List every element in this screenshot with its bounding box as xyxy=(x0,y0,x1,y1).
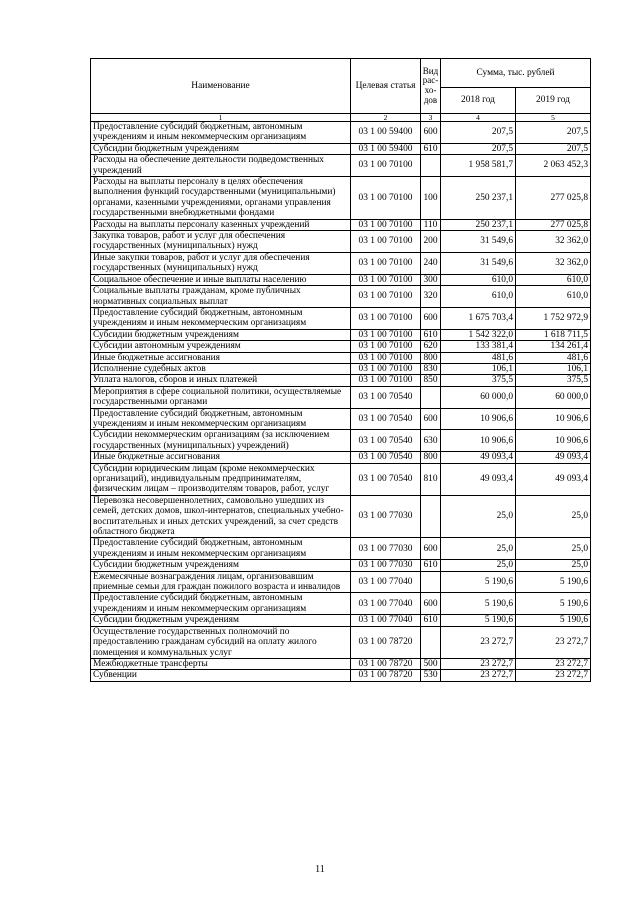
row-expense-type xyxy=(421,155,441,177)
row-name: Субсидии некоммерческим организациям (за исключением государственных (муниципальных) учреждений) xyxy=(91,430,351,452)
row-name: Перевозка несовершеннолетних, самовольно ушедших из семей, детских домов, школ-интернатов, специальных учебно-воспитательных и иных детских учреждений, за счет средств областного бюджета xyxy=(91,495,351,538)
table-row xyxy=(91,155,591,177)
row-expense-type: 530 xyxy=(421,670,441,681)
header-vid-line: Вид xyxy=(422,65,439,76)
row-sum-2019: 207,5 xyxy=(516,143,591,154)
row-target-article: 03 1 00 77030 xyxy=(351,560,421,571)
row-target-article: 03 1 00 70540 xyxy=(351,463,421,495)
row-name: Предоставление субсидий бюджетным, автономным учреждениям и иным некоммерческим организациям xyxy=(91,408,351,430)
row-name: Иные закупки товаров, работ и услуг для обеспечения государственных (муниципальных) нужд xyxy=(91,252,351,274)
row-target-article: 03 1 00 70100 xyxy=(351,231,421,253)
table-row xyxy=(91,219,591,230)
row-sum-2018: 1 958 581,7 xyxy=(441,155,516,177)
row-target-article: 03 1 00 70100 xyxy=(351,219,421,230)
table-row xyxy=(91,452,591,463)
row-name: Предоставление субсидий бюджетным, автономным учреждениям и иным некоммерческим организациям xyxy=(91,538,351,560)
row-expense-type: 600 xyxy=(421,593,441,615)
row-expense-type: 600 xyxy=(421,408,441,430)
table-row xyxy=(91,252,591,274)
row-sum-2018: 10 906,6 xyxy=(441,430,516,452)
header-vid xyxy=(421,59,441,114)
row-expense-type xyxy=(421,495,441,538)
header-vid-line: хо- xyxy=(424,85,437,95)
row-sum-2018: 375,5 xyxy=(441,375,516,386)
row-sum-2018: 23 272,7 xyxy=(441,670,516,681)
header-year-2018: 2018 год xyxy=(441,88,516,114)
row-sum-2018: 481,6 xyxy=(441,352,516,363)
row-sum-2018: 25,0 xyxy=(441,538,516,560)
row-expense-type: 240 xyxy=(421,252,441,274)
row-sum-2019: 106,1 xyxy=(516,363,591,374)
column-index: 2 xyxy=(351,114,421,122)
row-target-article: 03 1 00 70540 xyxy=(351,452,421,463)
row-sum-2018: 1 675 703,4 xyxy=(441,307,516,329)
row-expense-type: 830 xyxy=(421,363,441,374)
row-sum-2019: 49 093,4 xyxy=(516,463,591,495)
row-expense-type: 810 xyxy=(421,463,441,495)
row-target-article: 03 1 00 70100 xyxy=(351,329,421,340)
table-row xyxy=(91,538,591,560)
row-name: Мероприятия в сфере социальной политики, осуществляемые государственными органами xyxy=(91,386,351,408)
row-sum-2018: 250 237,1 xyxy=(441,177,516,220)
row-sum-2019: 481,6 xyxy=(516,352,591,363)
row-target-article: 03 1 00 77040 xyxy=(351,571,421,593)
table-row xyxy=(91,177,591,220)
row-target-article: 03 1 00 59400 xyxy=(351,143,421,154)
row-expense-type: 800 xyxy=(421,352,441,363)
table-row xyxy=(91,143,591,154)
table-row xyxy=(91,593,591,615)
row-sum-2018: 10 906,6 xyxy=(441,408,516,430)
row-name: Субсидии бюджетным учреждениям xyxy=(91,615,351,626)
row-sum-2019: 277 025,8 xyxy=(516,219,591,230)
table-row xyxy=(91,286,591,308)
row-name: Расходы на выплаты персоналу казенных учреждений xyxy=(91,219,351,230)
header-target: Целевая статья xyxy=(351,59,421,114)
row-sum-2018: 610,0 xyxy=(441,286,516,308)
table-row xyxy=(91,560,591,571)
row-sum-2018: 207,5 xyxy=(441,143,516,154)
table-row xyxy=(91,495,591,538)
header-sum: Сумма, тыс. рублей xyxy=(441,59,591,88)
row-sum-2019: 5 190,6 xyxy=(516,615,591,626)
row-target-article: 03 1 00 70100 xyxy=(351,352,421,363)
column-index: 1 xyxy=(91,114,351,122)
table-row xyxy=(91,386,591,408)
row-sum-2019: 32 362,0 xyxy=(516,231,591,253)
row-name: Субсидии бюджетным учреждениям xyxy=(91,329,351,340)
header-name: Наименование xyxy=(91,59,351,114)
row-expense-type: 110 xyxy=(421,219,441,230)
row-sum-2019: 134 261,4 xyxy=(516,341,591,352)
row-name: Расходы на обеспечение деятельности подведомственных учреждений xyxy=(91,155,351,177)
row-sum-2019: 25,0 xyxy=(516,538,591,560)
row-sum-2019: 610,0 xyxy=(516,286,591,308)
column-index: 5 xyxy=(516,114,591,122)
page-number: 11 xyxy=(315,864,325,875)
row-name: Иные бюджетные ассигнования xyxy=(91,352,351,363)
row-name: Иные бюджетные ассигнования xyxy=(91,452,351,463)
row-expense-type: 300 xyxy=(421,274,441,285)
row-name: Социальные выплаты гражданам, кроме публичных нормативных социальных выплат xyxy=(91,286,351,308)
budget-table xyxy=(90,58,591,682)
row-name: Предоставление субсидий бюджетным, автономным учреждениям и иным некоммерческим организациям xyxy=(91,122,351,144)
row-name: Уплата налогов, сборов и иных платежей xyxy=(91,375,351,386)
row-sum-2018: 1 542 322,0 xyxy=(441,329,516,340)
row-sum-2018: 60 000,0 xyxy=(441,386,516,408)
table-row xyxy=(91,274,591,285)
row-expense-type: 620 xyxy=(421,341,441,352)
row-sum-2018: 5 190,6 xyxy=(441,593,516,615)
row-target-article: 03 1 00 70540 xyxy=(351,430,421,452)
row-sum-2019: 10 906,6 xyxy=(516,430,591,452)
row-sum-2019: 10 906,6 xyxy=(516,408,591,430)
row-target-article: 03 1 00 77030 xyxy=(351,538,421,560)
row-expense-type: 600 xyxy=(421,122,441,144)
table-row xyxy=(91,463,591,495)
row-sum-2019: 207,5 xyxy=(516,122,591,144)
row-name: Субсидии бюджетным учреждениям xyxy=(91,560,351,571)
row-name: Закупка товаров, работ и услуг для обеспечения государственных (муниципальных) нужд xyxy=(91,231,351,253)
row-sum-2019: 23 272,7 xyxy=(516,670,591,681)
row-sum-2019: 60 000,0 xyxy=(516,386,591,408)
row-sum-2018: 49 093,4 xyxy=(441,463,516,495)
header-vid-line: дов xyxy=(423,94,438,105)
row-expense-type: 610 xyxy=(421,143,441,154)
table-row xyxy=(91,615,591,626)
row-target-article: 03 1 00 77040 xyxy=(351,593,421,615)
row-target-article: 03 1 00 70100 xyxy=(351,252,421,274)
row-sum-2019: 49 093,4 xyxy=(516,452,591,463)
row-target-article: 03 1 00 70540 xyxy=(351,386,421,408)
row-target-article: 03 1 00 70100 xyxy=(351,341,421,352)
row-name: Социальное обеспечение и иные выплаты населению xyxy=(91,274,351,285)
row-sum-2019: 5 190,6 xyxy=(516,571,591,593)
row-name: Ежемесячные вознаграждения лицам, организовавшим приемные семьи для граждан пожилого возраста и инвалидов xyxy=(91,571,351,593)
table-row xyxy=(91,352,591,363)
row-name: Осуществление государственных полномочий по предоставлению гражданам субсидий на оплату жилого помещения и коммунальных услуг xyxy=(91,626,351,658)
row-expense-type: 610 xyxy=(421,615,441,626)
column-index: 4 xyxy=(441,114,516,122)
row-expense-type xyxy=(421,571,441,593)
row-expense-type: 320 xyxy=(421,286,441,308)
table-row xyxy=(91,363,591,374)
row-expense-type: 630 xyxy=(421,430,441,452)
row-sum-2018: 23 272,7 xyxy=(441,658,516,669)
row-target-article: 03 1 00 70100 xyxy=(351,274,421,285)
row-name: Субсидии бюджетным учреждениям xyxy=(91,143,351,154)
row-expense-type: 610 xyxy=(421,560,441,571)
row-name: Предоставление субсидий бюджетным, автономным учреждениям и иным некоммерческим организациям xyxy=(91,593,351,615)
row-sum-2018: 5 190,6 xyxy=(441,615,516,626)
table-row xyxy=(91,231,591,253)
row-expense-type: 800 xyxy=(421,452,441,463)
row-name: Расходы на выплаты персоналу в целях обеспечения выполнения функций государственными (муниципальными) органами, казенными учреждениями, органами управления государственными внебюджетными фондами xyxy=(91,177,351,220)
table-row xyxy=(91,571,591,593)
row-expense-type: 500 xyxy=(421,658,441,669)
row-target-article: 03 1 00 77040 xyxy=(351,615,421,626)
row-sum-2018: 133 381,4 xyxy=(441,341,516,352)
row-name: Субвенции xyxy=(91,670,351,681)
row-target-article: 03 1 00 78720 xyxy=(351,626,421,658)
row-sum-2019: 1 752 972,9 xyxy=(516,307,591,329)
row-target-article: 03 1 00 70540 xyxy=(351,408,421,430)
row-sum-2018: 31 549,6 xyxy=(441,252,516,274)
row-sum-2018: 23 272,7 xyxy=(441,626,516,658)
row-expense-type: 200 xyxy=(421,231,441,253)
row-expense-type: 600 xyxy=(421,307,441,329)
header-year-2019: 2019 год xyxy=(516,88,591,114)
table-row xyxy=(91,122,591,144)
table-row xyxy=(91,329,591,340)
row-target-article: 03 1 00 59400 xyxy=(351,122,421,144)
row-sum-2018: 25,0 xyxy=(441,560,516,571)
header-vid-line: рас- xyxy=(422,75,439,86)
row-sum-2019: 25,0 xyxy=(516,495,591,538)
row-name: Субсидии юридическим лицам (кроме некоммерческих организаций), индивидуальным предпринимателям, физическим лицам – производителям товаров, работ, услуг xyxy=(91,463,351,495)
row-name: Субсидии автономным учреждениям xyxy=(91,341,351,352)
row-sum-2018: 250 237,1 xyxy=(441,219,516,230)
row-sum-2019: 23 272,7 xyxy=(516,658,591,669)
row-sum-2019: 32 362,0 xyxy=(516,252,591,274)
row-target-article: 03 1 00 78720 xyxy=(351,670,421,681)
row-sum-2019: 277 025,8 xyxy=(516,177,591,220)
row-sum-2019: 1 618 711,5 xyxy=(516,329,591,340)
row-target-article: 03 1 00 78720 xyxy=(351,658,421,669)
row-target-article: 03 1 00 70100 xyxy=(351,177,421,220)
row-expense-type: 600 xyxy=(421,538,441,560)
table-row xyxy=(91,430,591,452)
table-row xyxy=(91,658,591,669)
row-target-article: 03 1 00 70100 xyxy=(351,375,421,386)
row-sum-2019: 2 063 452,3 xyxy=(516,155,591,177)
row-expense-type: 610 xyxy=(421,329,441,340)
row-sum-2018: 31 549,6 xyxy=(441,231,516,253)
row-sum-2018: 106,1 xyxy=(441,363,516,374)
row-target-article: 03 1 00 70100 xyxy=(351,307,421,329)
table-row xyxy=(91,626,591,658)
row-target-article: 03 1 00 70100 xyxy=(351,286,421,308)
row-sum-2019: 23 272,7 xyxy=(516,626,591,658)
row-sum-2018: 610,0 xyxy=(441,274,516,285)
row-sum-2019: 5 190,6 xyxy=(516,593,591,615)
row-name: Исполнение судебных актов xyxy=(91,363,351,374)
table-row xyxy=(91,670,591,681)
row-expense-type: 850 xyxy=(421,375,441,386)
row-sum-2019: 610,0 xyxy=(516,274,591,285)
row-expense-type: 100 xyxy=(421,177,441,220)
row-target-article: 03 1 00 70100 xyxy=(351,155,421,177)
document-page xyxy=(90,58,590,682)
table-row xyxy=(91,307,591,329)
row-name: Предоставление субсидий бюджетным, автономным учреждениям и иным некоммерческим организациям xyxy=(91,307,351,329)
row-sum-2018: 49 093,4 xyxy=(441,452,516,463)
table-row xyxy=(91,341,591,352)
row-sum-2018: 25,0 xyxy=(441,495,516,538)
row-sum-2019: 375,5 xyxy=(516,375,591,386)
row-name: Межбюджетные трансферты xyxy=(91,658,351,669)
row-sum-2019: 25,0 xyxy=(516,560,591,571)
table-row xyxy=(91,408,591,430)
row-target-article: 03 1 00 70100 xyxy=(351,363,421,374)
row-sum-2018: 5 190,6 xyxy=(441,571,516,593)
table-row xyxy=(91,375,591,386)
row-expense-type xyxy=(421,626,441,658)
row-target-article: 03 1 00 77030 xyxy=(351,495,421,538)
row-sum-2018: 207,5 xyxy=(441,122,516,144)
column-index: 3 xyxy=(421,114,441,122)
row-expense-type xyxy=(421,386,441,408)
